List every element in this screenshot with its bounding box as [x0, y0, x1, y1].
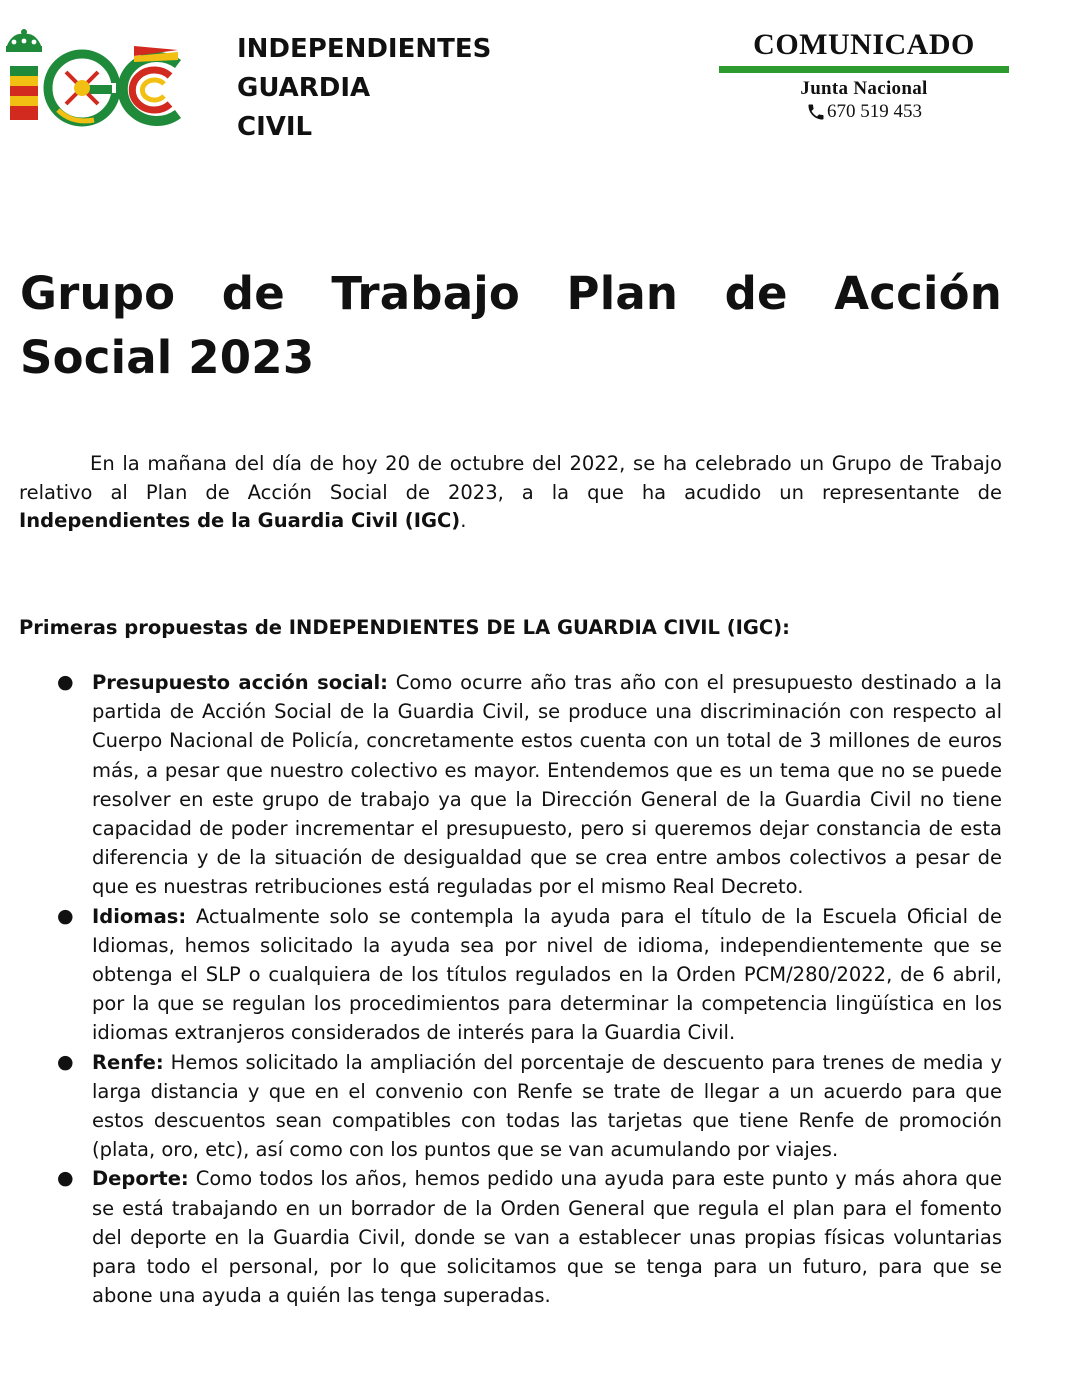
proposal-title: Presupuesto acción social:	[92, 671, 388, 694]
proposal-item-deporte	[19, 1164, 1002, 1310]
bullet-icon: ●	[57, 1167, 74, 1190]
intro-text: En la mañana del día de hoy 20 de octubre del 2022, se ha celebrado un Grupo de Trabajo relativo al Plan de Acción Social de 2023, a la que ha acudido un representante de	[19, 452, 1002, 504]
comunicado-block	[719, 28, 1009, 123]
crown-icon	[6, 29, 42, 52]
bullet-icon: ●	[57, 1050, 74, 1073]
proposal-item-renfe	[19, 1048, 1002, 1165]
organization-name	[237, 30, 491, 147]
intro-end: .	[460, 509, 467, 532]
letter-g-shape	[48, 54, 116, 122]
proposal-text: Actualmente solo se contempla la ayuda para el título de la Escuela Oficial de Idiomas, hemos solicitado la ayuda sea por nivel de idioma, independientemente que se obtenga el SLP o cualquiera de los títulos regulados en la Orden PCM/280/2022, de 6 abril, por la que se regulan los procedimientos para determinar la competencia lingüística en los idiomas extranjeros considerados de interés para la Guardia Civil.	[92, 904, 1002, 1045]
bullet-icon: ●	[57, 671, 74, 693]
proposal-text: Como todos los años, hemos pedido una ayuda para este punto y más ahora que se está trabajando en un borrador de la Orden General que regula el plan para el fomento del deporte en la Guardia Civil, donde se van a establecer unas propias físicas voluntarias para todo el personal, por lo que solicitamos que se tenga para un futuro, para que se abone una ayuda a quién las tenga superadas.	[92, 1167, 1002, 1308]
bullet-icon: ●	[57, 904, 74, 927]
letter-c-shape	[123, 46, 178, 121]
org-name-line-1: INDEPENDIENTES	[237, 34, 492, 64]
proposal-item-idiomas	[19, 902, 1002, 1048]
proposal-title: Renfe:	[92, 1050, 164, 1074]
junta-nacional-label: Junta Nacional	[800, 78, 928, 99]
igc-logo-graphic	[2, 28, 188, 128]
proposal-title: Idiomas:	[92, 904, 187, 928]
intro-paragraph	[19, 450, 1002, 536]
phone-icon	[806, 102, 826, 122]
proposal-text: Hemos solicitado la ampliación del porcentaje de descuento para trenes de media y larga distancia y que en el convenio con Renfe se trate de llegar a un acuerdo para que estos descuentos sean compatibles con todas las tarjetas que tiene Renfe de promoción (plata, oro, etc), así como con los puntos que se van acumulando por viajes.	[92, 1050, 1002, 1162]
proposals-list	[19, 668, 1002, 1310]
proposal-text: Como ocurre año tras año con el presupuesto destinado a la partida de Acción Social de la Guardia Civil, se produce una discriminación con respecto al Cuerpo Nacional de Policía, concretamente estos cuenta con un total de 3 millones de euros más, a pesar que nuestro colectivo es mayor. Entendemos que es un tema que no se puede resolver en este grupo de trabajo ya que la Dirección General de la Guardia Civil no tiene capacidad de poder incrementar el presupuesto, pero si queremos dejar constancia de esta diferencia y de la situación de desigualdad que se crea entre ambos colectivos a pesar de que es nuestras retribuciones está reguladas por el mismo Real Decreto.	[92, 671, 1002, 899]
org-name-line-3: CIVIL	[237, 112, 313, 142]
document-title: Grupo de Trabajo Plan de Acción Social 2023	[20, 267, 1002, 384]
proposal-item-presupuesto	[19, 668, 1002, 902]
proposals-heading: Primeras propuestas de INDEPENDIENTES DE LA GUARDIA CIVIL (IGC):	[19, 616, 790, 639]
green-divider	[719, 66, 1009, 73]
comunicado-title: COMUNICADO	[753, 28, 975, 61]
letter-i-shape	[10, 66, 38, 120]
phone-number: 670 519 453	[827, 101, 922, 122]
proposal-title: Deporte:	[92, 1167, 189, 1191]
igc-logo	[2, 28, 188, 128]
phone-line	[719, 101, 1009, 123]
intro-org-name: Independientes de la Guardia Civil (IGC)	[19, 509, 461, 532]
org-name-line-2: GUARDIA	[237, 73, 371, 103]
